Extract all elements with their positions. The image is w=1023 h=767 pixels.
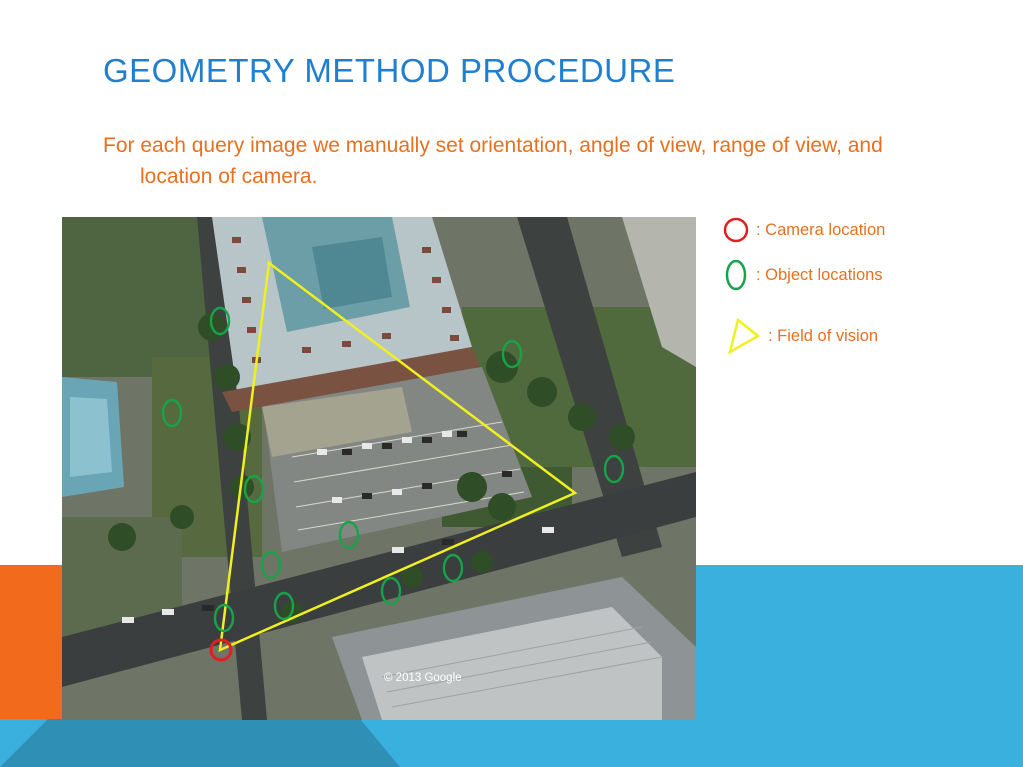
satellite-map <box>62 217 696 720</box>
slide-body-text: For each query image we manually set orientation, angle of view, range of view, and location of camera. <box>103 134 883 188</box>
yellow-triangle-icon <box>722 316 762 356</box>
slide-title: GEOMETRY METHOD PROCEDURE <box>103 52 676 89</box>
legend-camera <box>722 217 885 243</box>
map-watermark: © 2013 Google <box>384 672 462 684</box>
legend-camera-label: : Camera location <box>756 220 886 239</box>
green-ellipse-icon <box>722 259 750 291</box>
legend-object <box>722 259 883 291</box>
red-circle-icon <box>722 217 750 243</box>
legend-object-label: : Object locations <box>756 265 883 284</box>
accent-band-dark <box>0 719 400 767</box>
legend-field-label: : Field of vision <box>768 326 879 345</box>
legend-field <box>722 316 878 356</box>
